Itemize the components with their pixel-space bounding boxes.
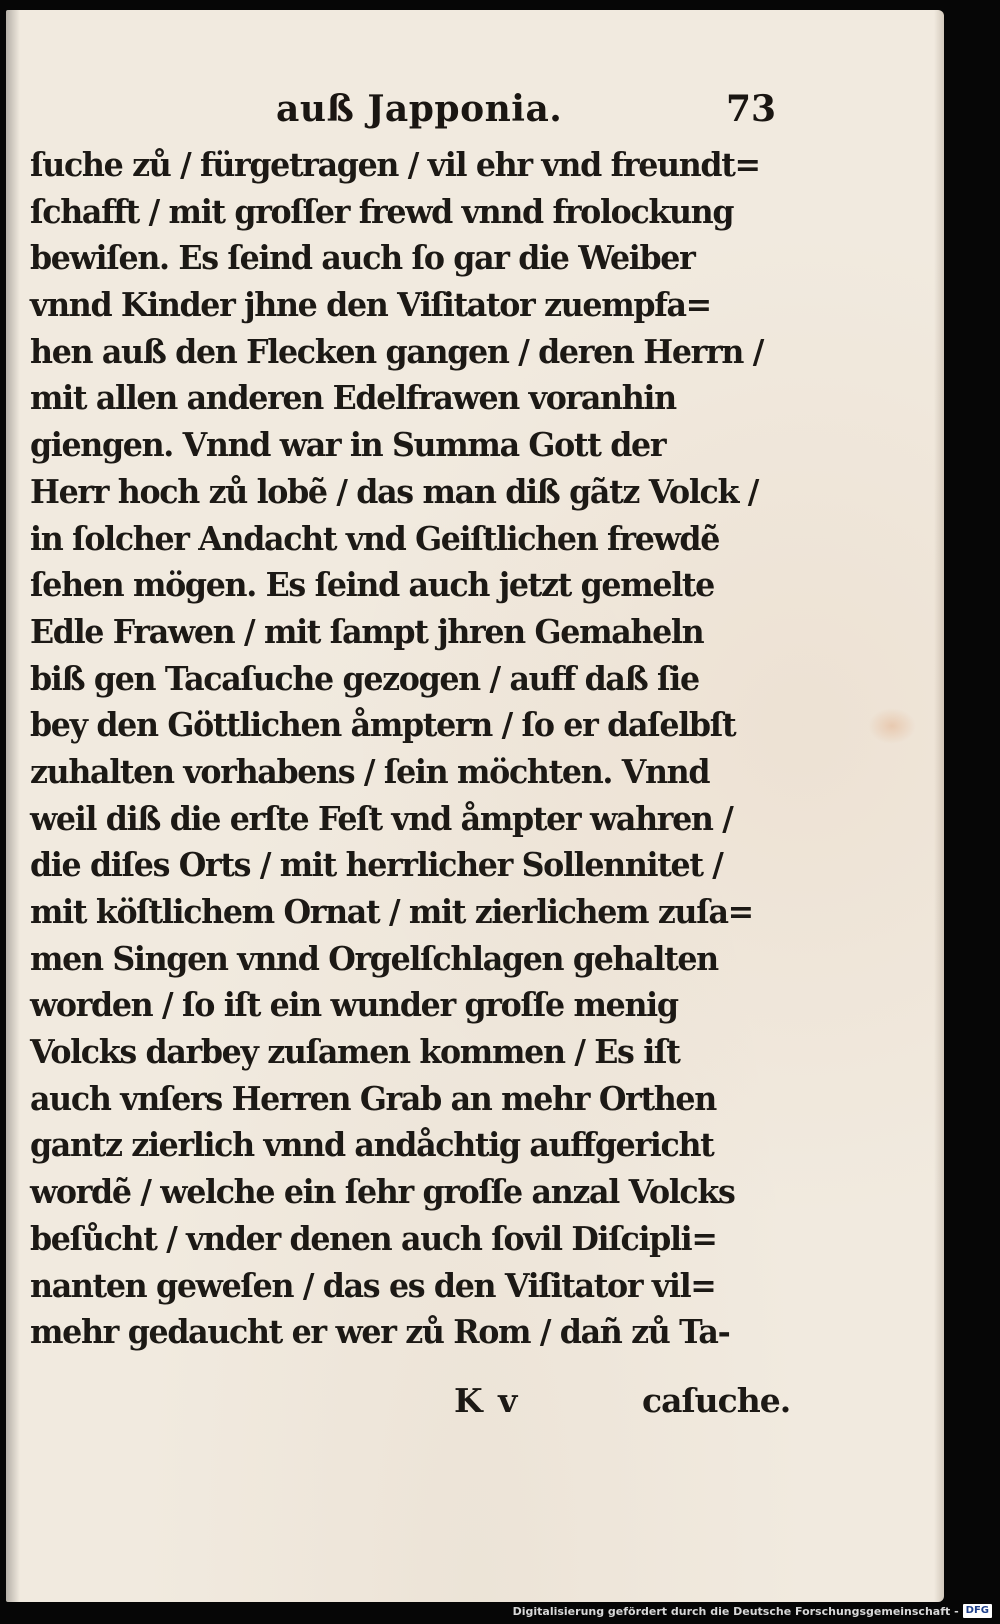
digitization-credit	[513, 1602, 992, 1620]
text-line: men Singen vnnd Orgelſchlagen gehalten	[30, 938, 718, 978]
text-line: nanten geweſen / das es den Viſitator vil=	[30, 1265, 716, 1305]
text-line: gantz zierlich vnnd andåchtig auffgericht	[30, 1125, 714, 1165]
text-line: Herr hoch zů lobẽ / das man diß gãtz Volck /	[30, 471, 758, 511]
text-line: biß gen Tacaſuche gezogen / auff daß ſie	[30, 658, 699, 698]
gutter-shadow	[6, 10, 20, 1602]
running-head: auß Japponia.	[276, 88, 563, 130]
text-line: wordẽ / welche ein ſehr groſſe anzal Volcks	[30, 1172, 735, 1212]
text-line: hen auß den Flecken gangen / deren Herrn /	[30, 331, 763, 371]
text-line: ſchafft / mit groſſer frewd vnnd frolockung	[30, 191, 734, 231]
text-line: ſuche zů / fürgetragen / vil ehr vnd freundt=	[30, 145, 760, 184]
text-line: Volcks darbey zuſamen kommen / Es iſt	[30, 1032, 680, 1072]
page-header	[6, 82, 944, 142]
text-line: mit allen anderen Edelfrawen voranhin	[30, 378, 676, 418]
text-line: mehr gedaucht er wer zů Rom / dañ zů Ta-	[30, 1312, 730, 1352]
body-text	[30, 142, 800, 1356]
page-edge-shadow	[934, 10, 944, 1602]
text-line: worden / ſo iſt ein wunder groſſe menig	[30, 985, 678, 1025]
text-line: giengen. Vnnd war in Summa Gott der	[30, 425, 666, 465]
text-line: ſehen mögen. Es ſeind auch jetzt gemelte	[30, 565, 714, 605]
text-line: bewiſen. Es ſeind auch ſo gar die Weiber	[30, 238, 695, 278]
paper-stain	[868, 708, 916, 744]
text-line: vnnd Kinder jhne den Viſitator zuempfa=	[30, 285, 711, 325]
text-line: bey den Göttlichen åmptern / ſo er daſelbſt	[30, 705, 736, 745]
text-line: mit köſtlichem Ornat / mit zierlichem zuſa=	[30, 892, 753, 931]
signature-mark: K v	[454, 1381, 520, 1420]
text-line: die diſes Orts / mit herrlicher Sollennitet /	[30, 845, 723, 885]
credit-text: Digitalisierung gefördert durch die Deutsche Forschungsgemeinschaft -	[512, 1604, 959, 1618]
page-footer	[6, 1375, 944, 1425]
text-line: auch vnſers Herren Grab an mehr Orthen	[30, 1078, 716, 1118]
catchword: caſuche.	[642, 1381, 791, 1420]
text-line: beſůcht / vnder denen auch ſovil Diſcipli=	[30, 1218, 717, 1258]
book-page	[6, 10, 944, 1602]
folio-number: 73	[726, 88, 777, 130]
text-line: Edle Frawen / mit ſampt jhren Gemaheln	[30, 611, 704, 651]
dfg-logo: DFG	[963, 1604, 992, 1618]
text-line: weil diß die erſte Feſt vnd åmpter wahren /	[30, 798, 733, 838]
text-line: in ſolcher Andacht vnd Geiſtlichen frewdẽ	[30, 518, 720, 558]
text-line: zuhalten vorhabens / ſein möchten. Vnnd	[30, 751, 710, 791]
